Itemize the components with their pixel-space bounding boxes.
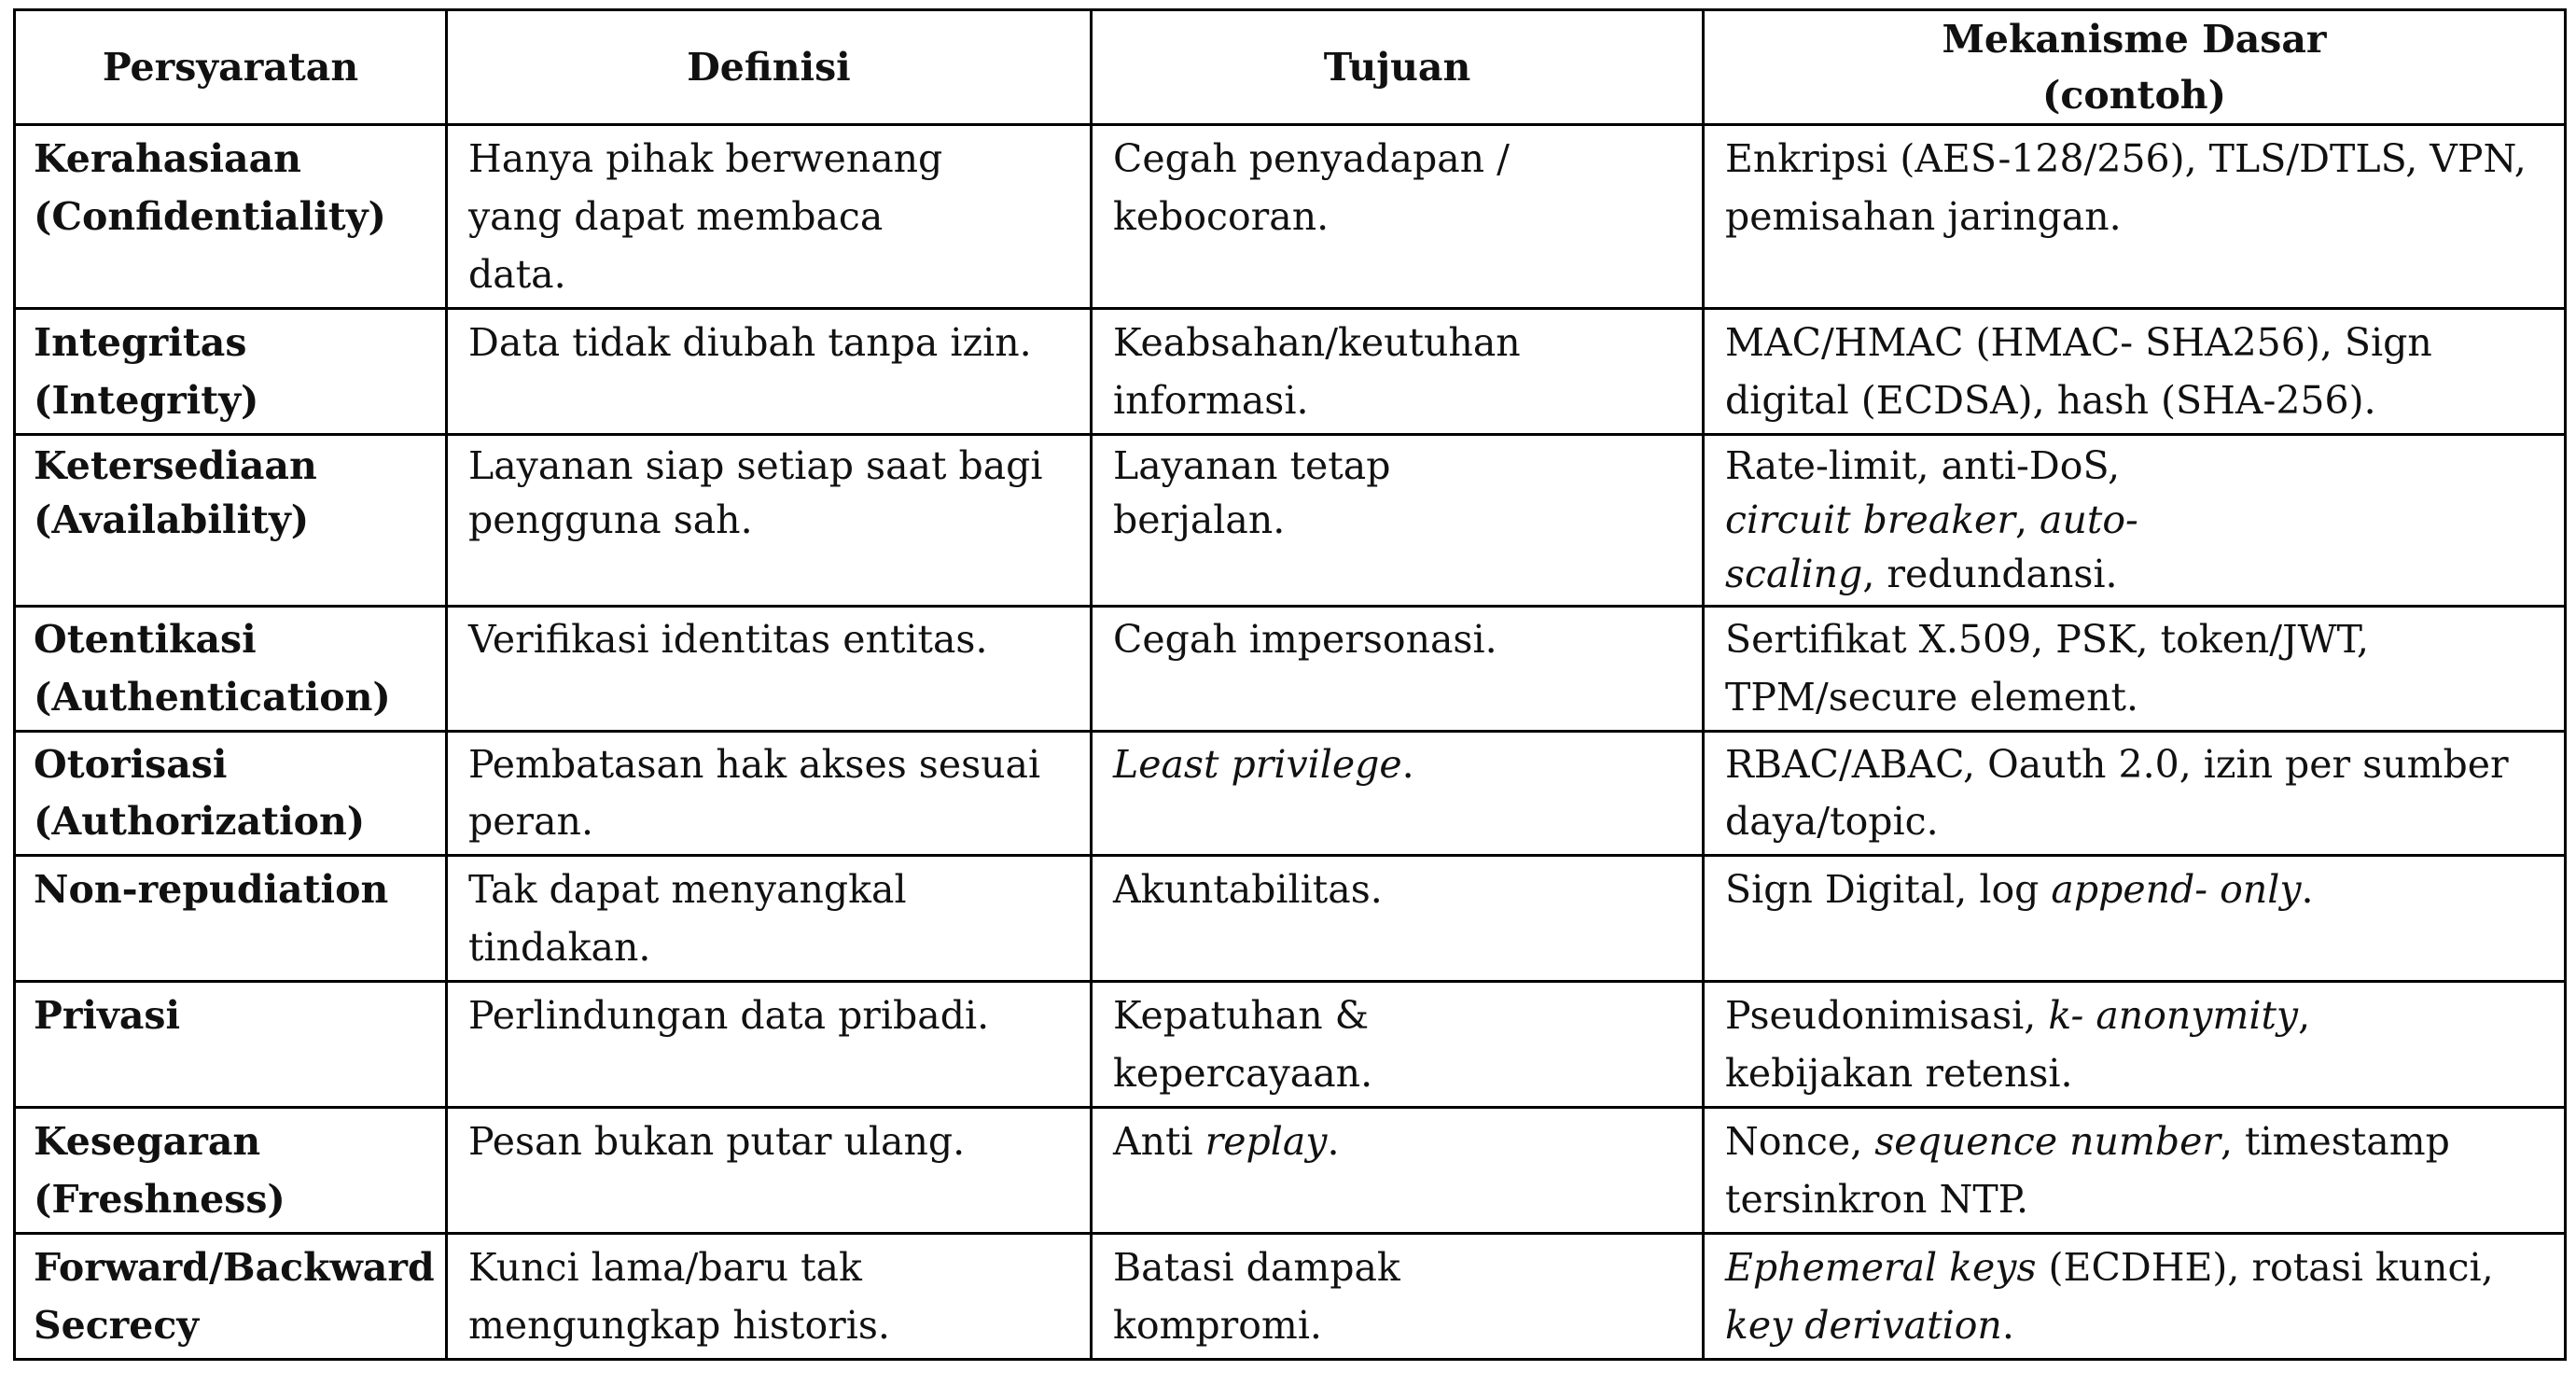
cell-text: Sertifikat X.509, PSK, token/JWT, — [1725, 617, 2370, 663]
cell-mechanism — [1704, 982, 2566, 1108]
cell-goal — [1092, 856, 1704, 982]
cell-text: . — [2001, 1303, 2014, 1349]
cell-line: Layanan siap setiap saat bagi — [468, 443, 1043, 488]
table-row — [15, 125, 2566, 309]
cell-line: kepercayaan. — [1113, 1051, 1373, 1097]
cell-line: tindakan. — [468, 925, 651, 971]
cell-requirement — [15, 1108, 447, 1234]
cell-line: Kunci lama/baru tak — [468, 1245, 862, 1291]
cell-text: Pseudonimisasi, — [1725, 993, 2049, 1039]
cell-line: (Authentication) — [34, 674, 391, 720]
table-row — [15, 982, 2566, 1108]
cell-requirement — [15, 1234, 447, 1360]
cell-text: , — [2298, 993, 2311, 1039]
table-row — [15, 607, 2566, 732]
security-requirements-table — [13, 8, 2567, 1361]
table-row — [15, 309, 2566, 435]
cell-mechanism — [1704, 125, 2566, 309]
cell-text: , redundansi. — [1862, 551, 2118, 596]
cell-mechanism — [1704, 309, 2566, 435]
cell-line: Cegah penyadapan / — [1113, 136, 1510, 181]
cell-goal — [1092, 731, 1704, 856]
cell-text: , — [2014, 497, 2040, 542]
cell-line: Kepatuhan & — [1113, 993, 1370, 1039]
cell-definition — [447, 856, 1092, 982]
cell-line: Keabsahan/keutuhan — [1113, 320, 1521, 365]
italic-term: Least privilege — [1113, 741, 1402, 787]
cell-requirement — [15, 607, 447, 732]
cell-line: Non-repudiation — [34, 867, 389, 913]
header-goal — [1092, 10, 1704, 125]
cell-line: Hanya pihak berwenang — [468, 136, 943, 181]
cell-line: Kesegaran — [34, 1119, 261, 1165]
cell-line: Data tidak diubah tanpa izin. — [468, 320, 1032, 365]
cell-line: Secrecy — [34, 1303, 200, 1349]
cell-text: Anti — [1113, 1119, 1205, 1165]
cell-mechanism — [1704, 1108, 2566, 1234]
cell-line: (Authorization) — [34, 799, 366, 844]
cell-mechanism — [1704, 435, 2566, 607]
cell-requirement — [15, 731, 447, 856]
header-line: Persyaratan — [102, 45, 359, 90]
cell-requirement — [15, 125, 447, 309]
table-row — [15, 731, 2566, 856]
table-header-row — [15, 10, 2566, 125]
cell-line: yang dapat membaca — [468, 194, 884, 239]
cell-text: Rate-limit, anti-DoS, — [1725, 443, 2121, 488]
cell-line: berjalan. — [1113, 497, 1286, 542]
cell-line: Verifikasi identitas entitas. — [468, 617, 988, 663]
cell-definition — [447, 731, 1092, 856]
cell-line: Akuntabilitas. — [1113, 867, 1383, 913]
cell-text: TPM/secure element. — [1725, 674, 2138, 720]
cell-line: Cegah impersonasi. — [1113, 617, 1497, 663]
cell-text: . — [1401, 741, 1414, 787]
cell-mechanism — [1704, 1234, 2566, 1360]
cell-goal — [1092, 435, 1704, 607]
cell-text: . — [1327, 1119, 1340, 1165]
cell-line: Forward/Backward — [34, 1245, 435, 1291]
cell-goal — [1092, 309, 1704, 435]
cell-mechanism — [1704, 856, 2566, 982]
italic-term: circuit breaker — [1725, 497, 2015, 542]
italic-term: scaling — [1725, 551, 1863, 596]
cell-requirement — [15, 309, 447, 435]
cell-line: mengungkap historis. — [468, 1303, 890, 1349]
header-line: Mekanisme Dasar — [1942, 17, 2327, 62]
cell-definition — [447, 1234, 1092, 1360]
cell-goal — [1092, 607, 1704, 732]
italic-term: Ephemeral keys — [1725, 1245, 2037, 1291]
cell-line: peran. — [468, 799, 593, 844]
table-row — [15, 856, 2566, 982]
cell-definition — [447, 1108, 1092, 1234]
header-mechanism — [1704, 10, 2566, 125]
header-line: Tujuan — [1323, 45, 1471, 90]
cell-goal — [1092, 982, 1704, 1108]
cell-line: informasi. — [1113, 378, 1309, 423]
italic-term: k- anonymity — [2048, 993, 2299, 1039]
cell-line: (Availability) — [34, 497, 310, 542]
cell-line: Pesan bukan putar ulang. — [468, 1119, 966, 1165]
italic-term: key derivation — [1725, 1303, 2002, 1349]
table-body — [15, 125, 2566, 1360]
cell-goal — [1092, 125, 1704, 309]
cell-text: RBAC/ABAC, Oauth 2.0, izin per sumber — [1725, 741, 2509, 787]
cell-mechanism — [1704, 731, 2566, 856]
cell-line: Integritas (Integrity) — [34, 320, 260, 423]
cell-line: Ketersediaan — [34, 443, 317, 488]
cell-line: (Freshness) — [34, 1177, 285, 1223]
cell-definition — [447, 982, 1092, 1108]
cell-text: digital (ECDSA), hash (SHA-256). — [1725, 378, 2376, 423]
cell-line: Otentikasi — [34, 617, 257, 663]
cell-text: MAC/HMAC (HMAC- SHA256), Sign — [1725, 320, 2432, 365]
cell-text: pemisahan jaringan. — [1725, 194, 2122, 239]
header-line: (contoh) — [2041, 73, 2226, 118]
cell-line: data. — [468, 252, 566, 297]
cell-text: (ECDHE), rotasi kunci, — [2036, 1245, 2494, 1291]
header-line: Definisi — [687, 45, 851, 90]
cell-text: tersinkron NTP. — [1725, 1177, 2028, 1223]
cell-text: Nonce, — [1725, 1119, 1875, 1165]
cell-line: Otorisasi — [34, 741, 228, 787]
italic-term: sequence number — [1874, 1119, 2221, 1165]
cell-line: Kerahasiaan — [34, 136, 301, 181]
cell-line: Privasi — [34, 993, 181, 1039]
cell-definition — [447, 435, 1092, 607]
cell-text: kebijakan retensi. — [1725, 1051, 2073, 1097]
cell-line: kompromi. — [1113, 1303, 1322, 1349]
cell-requirement — [15, 856, 447, 982]
header-requirement — [15, 10, 447, 125]
cell-line: pengguna sah. — [468, 497, 753, 542]
cell-requirement — [15, 982, 447, 1108]
cell-definition — [447, 607, 1092, 732]
italic-term: auto- — [2040, 497, 2138, 542]
cell-line: kebocoran. — [1113, 194, 1330, 239]
cell-goal — [1092, 1108, 1704, 1234]
cell-definition — [447, 125, 1092, 309]
cell-text: Enkripsi (AES-128/256), TLS/DTLS, VPN, — [1725, 136, 2527, 181]
cell-line: Perlindungan data pribadi. — [468, 993, 990, 1039]
italic-term: append- only — [2051, 867, 2302, 913]
header-definition — [447, 10, 1092, 125]
italic-term: replay — [1204, 1119, 1328, 1165]
table-row — [15, 435, 2566, 607]
cell-text: Sign Digital, log — [1725, 867, 2052, 913]
cell-line: Batasi dampak — [1113, 1245, 1400, 1291]
table-row — [15, 1234, 2566, 1360]
cell-text: . — [2301, 867, 2314, 913]
cell-line: Tak dapat menyangkal — [468, 867, 907, 913]
cell-mechanism — [1704, 607, 2566, 732]
cell-goal — [1092, 1234, 1704, 1360]
cell-line: Pembatasan hak akses sesuai — [468, 741, 1041, 787]
cell-line: (Confidentiality) — [34, 194, 386, 239]
cell-text: daya/topic. — [1725, 799, 1939, 844]
cell-requirement — [15, 435, 447, 607]
cell-definition — [447, 309, 1092, 435]
cell-text: , timestamp — [2220, 1119, 2450, 1165]
cell-line: Layanan tetap — [1113, 443, 1391, 488]
table-row — [15, 1108, 2566, 1234]
